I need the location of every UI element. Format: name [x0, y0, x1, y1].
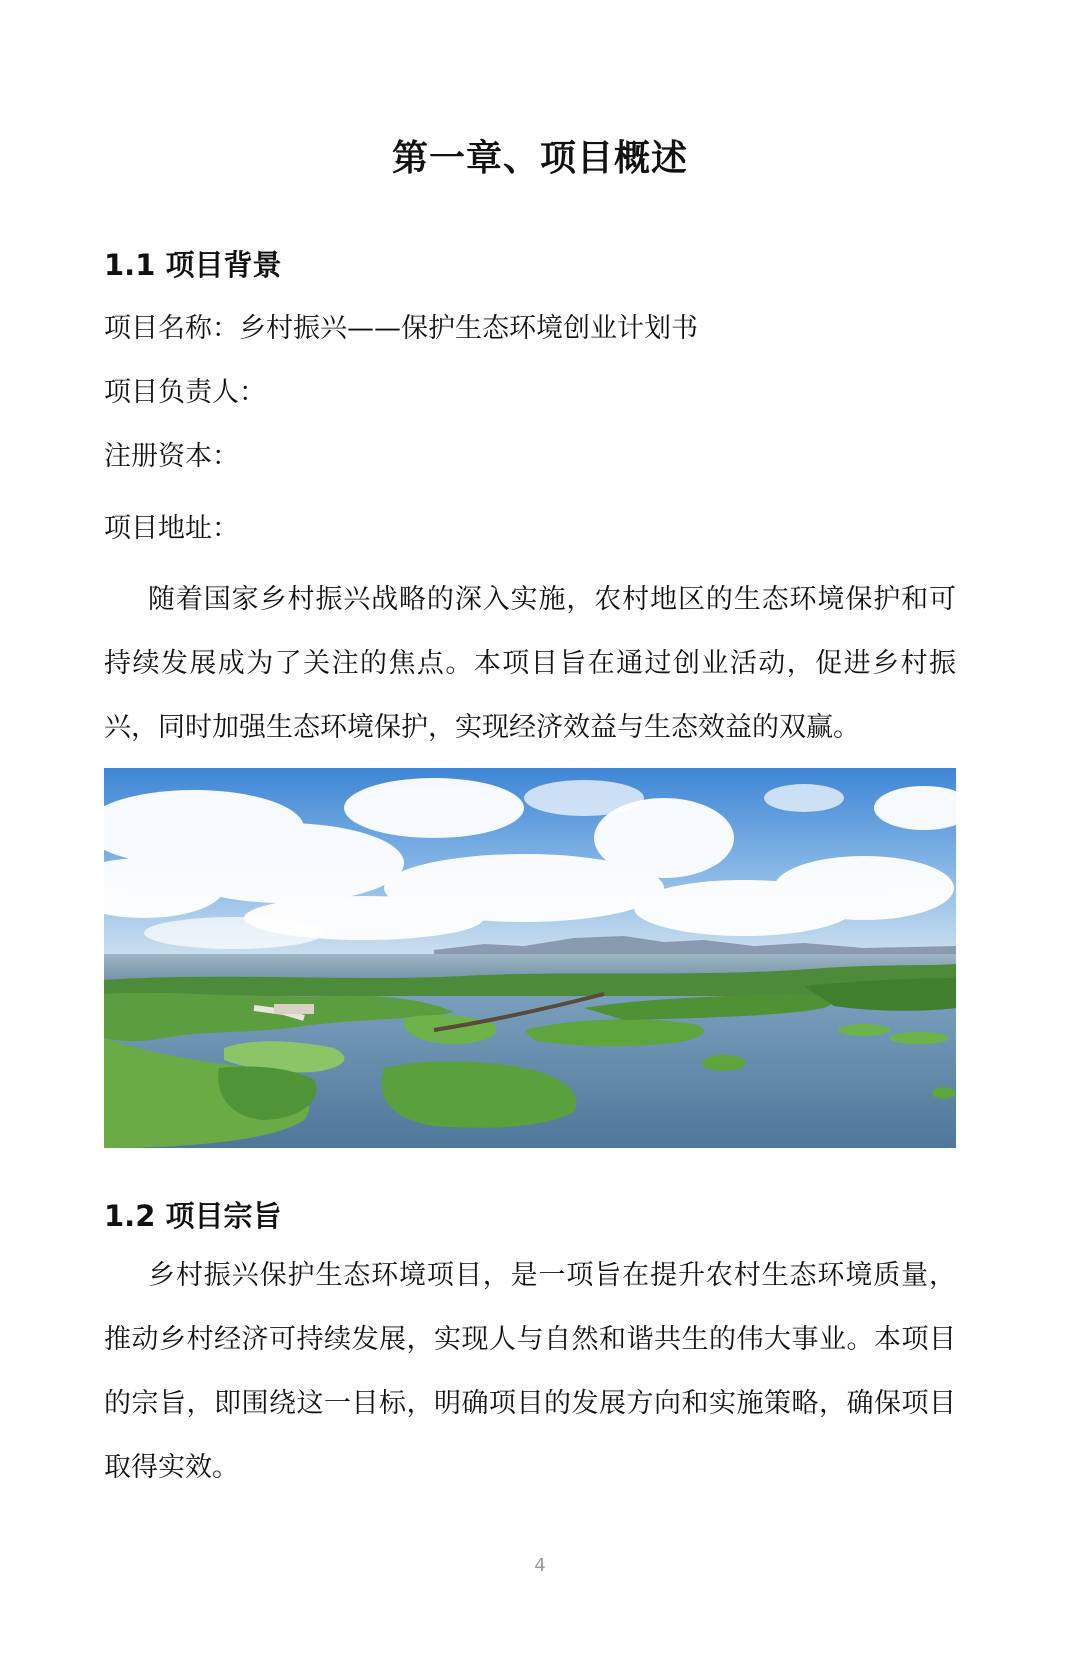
page-number: 4: [534, 1555, 546, 1576]
section-heading-background: 1.1 项目背景: [104, 248, 282, 282]
info-project-lead: 项目负责人：: [104, 377, 266, 408]
section-heading-purpose: 1.2 项目宗旨: [104, 1199, 282, 1233]
purpose-paragraph: 乡村振兴保护生态环境项目，是一项旨在提升农村生态环境质量，推动乡村经济可持续发展，实现人与自然和谐共生的伟大事业。本项目的宗旨，即围绕这一目标，明确项目的发展方向和实施策略，确保项目取得实效。: [104, 1260, 956, 1483]
info-project-address: 项目地址：: [104, 513, 239, 544]
info-project-name: 项目名称：乡村振兴——保护生态环境创业计划书: [104, 313, 698, 344]
chapter-title: 第一章、项目概述: [391, 138, 688, 179]
background-paragraph: 随着国家乡村振兴战略的深入实施，农村地区的生态环境保护和可持续发展成为了关注的焦点。本项目旨在通过创业活动，促进乡村振兴，同时加强生态环境保护，实现经济效益与生态效益的双赢。: [104, 584, 956, 743]
info-registered-capital: 注册资本：: [104, 441, 239, 472]
wetland-landscape-photo: [104, 768, 956, 1148]
